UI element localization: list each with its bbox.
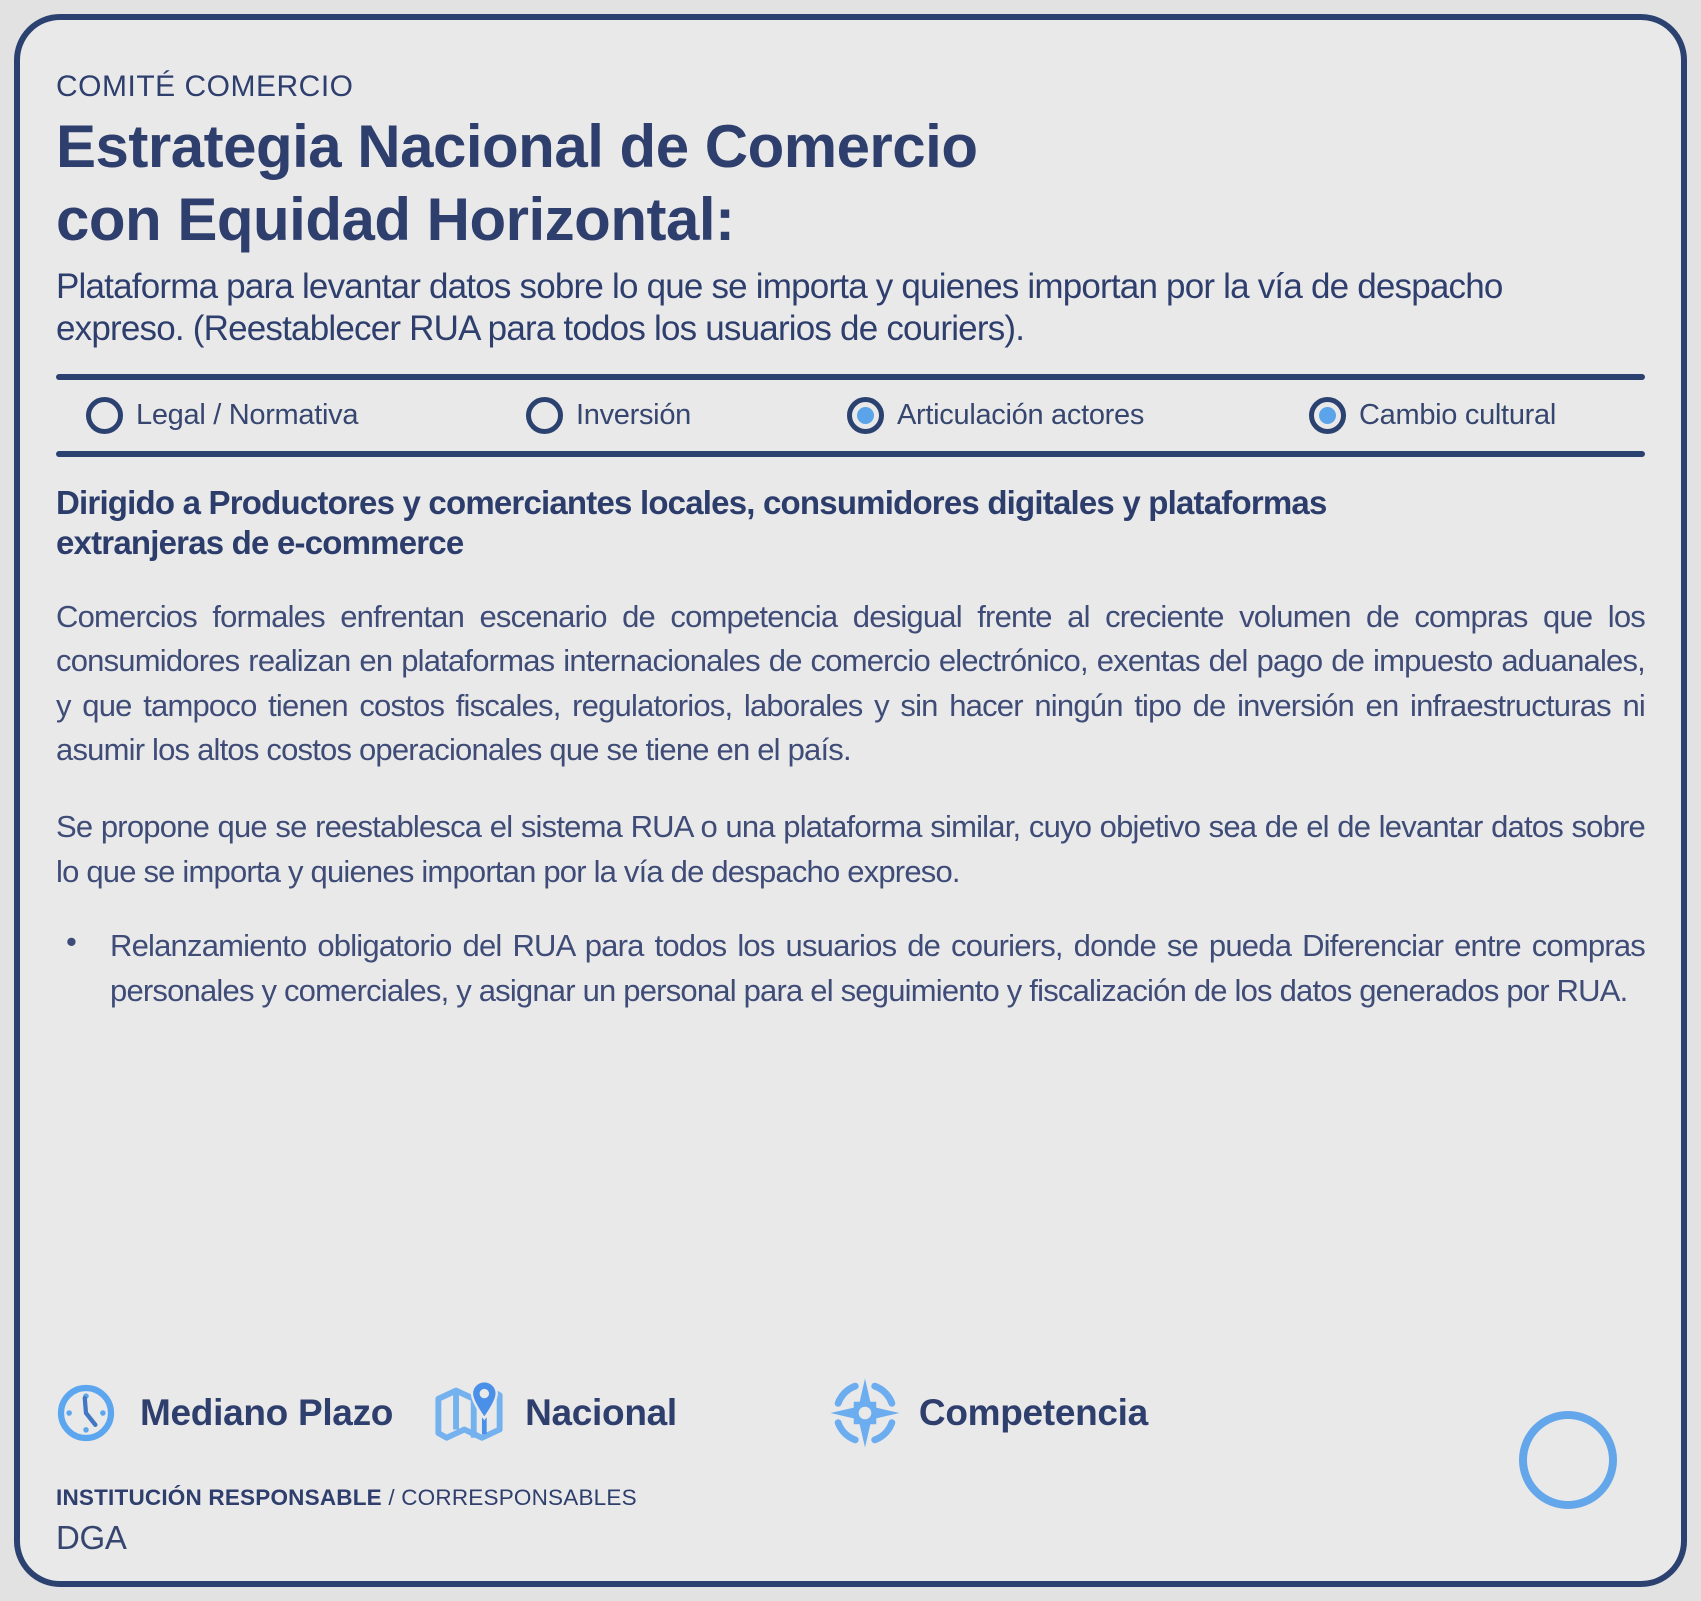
body-paragraph-2: Se propone que se reestablesca el sistema RUA o una plataforma similar, cuyo objetivo sea de el de levantar datos sobre lo que se importa y quienes importan por la vía de despacho expreso. (56, 809, 1645, 889)
radio-dot (536, 407, 553, 424)
category-label: Inversión (576, 399, 691, 432)
page-title (56, 110, 1645, 256)
strategy-card (14, 14, 1687, 1587)
title-line-1: Estrategia Nacional de Comercio (56, 113, 978, 180)
radio-dot (857, 407, 874, 424)
radio-unchecked-icon[interactable] (86, 397, 123, 434)
body-paragraph-1: Comercios formales enfrentan escenario de competencia desigual frente al creciente volumen de compras que los consumidores realizan en plataformas internacionales de comercio electrónico, exentas del pago de impuesto aduanales, y que tampoco tienen costos fiscales, regulatorios, laborales y sin hacer ningún tipo de inversión en infraestructuras ni asumir los altos costos operacionales que se tiene en el país. (56, 598, 1645, 768)
bullet-text: Relanzamiento obligatorio del RUA para todos los usuarios de couriers, donde se pueda Diferenciar entre compras personales y comerciales, y asignar un personal para el seguimiento y fiscalización de los datos generados por RUA. (110, 928, 1645, 1008)
bullet-marker: • (66, 924, 77, 960)
category-option-2[interactable] (526, 397, 847, 434)
category-label: Legal / Normativa (136, 399, 359, 432)
axis-label: Competencia (918, 1392, 1148, 1433)
scope-meta (431, 1380, 677, 1446)
category-option-1[interactable] (86, 397, 526, 434)
category-label: Articulación actores (897, 399, 1145, 432)
bullet-list (56, 924, 1645, 1013)
radio-checked-icon[interactable] (847, 397, 884, 434)
clock-icon (56, 1383, 116, 1443)
map-icon (431, 1380, 507, 1446)
category-label: Cambio cultural (1359, 399, 1556, 432)
responsible-label: INSTITUCIÓN RESPONSABLE (56, 1485, 382, 1510)
radio-checked-icon[interactable] (1309, 397, 1346, 434)
divider-bottom (56, 451, 1645, 457)
radio-unchecked-icon[interactable] (526, 397, 563, 434)
scope-label: Nacional (525, 1392, 677, 1433)
circle-badge (1519, 1411, 1617, 1509)
radio-dot (96, 407, 113, 424)
separator: / (381, 1485, 402, 1510)
committee-kicker: COMITÉ COMERCIO (56, 70, 354, 103)
category-option-3[interactable] (847, 397, 1309, 434)
category-row (56, 380, 1645, 451)
subtitle: Plataforma para levantar datos sobre lo que se importa y quienes importan por la vía de despacho expreso. (Reestablecer RUA para todos los usuarios de couriers). (56, 267, 1503, 349)
category-option-4[interactable] (1309, 397, 1645, 434)
meta-row (56, 1377, 1645, 1449)
list-item (56, 924, 1645, 1013)
responsible-line (56, 1485, 1645, 1511)
institution-value: DGA (56, 1519, 127, 1556)
title-line-2: con Equidad Horizontal: (56, 186, 735, 254)
coresponsible-label: CORRESPONSABLES (401, 1485, 637, 1510)
radio-dot (1319, 407, 1336, 424)
compass-icon (829, 1377, 901, 1449)
spacer (56, 1014, 1645, 1377)
axis-meta (829, 1377, 1148, 1449)
audience-heading: Dirigido a Productores y comerciantes locales, consumidores digitales y plataformas extranjeras de e-commerce (56, 484, 1327, 561)
term-meta (56, 1383, 393, 1443)
term-label: Mediano Plazo (140, 1392, 394, 1433)
